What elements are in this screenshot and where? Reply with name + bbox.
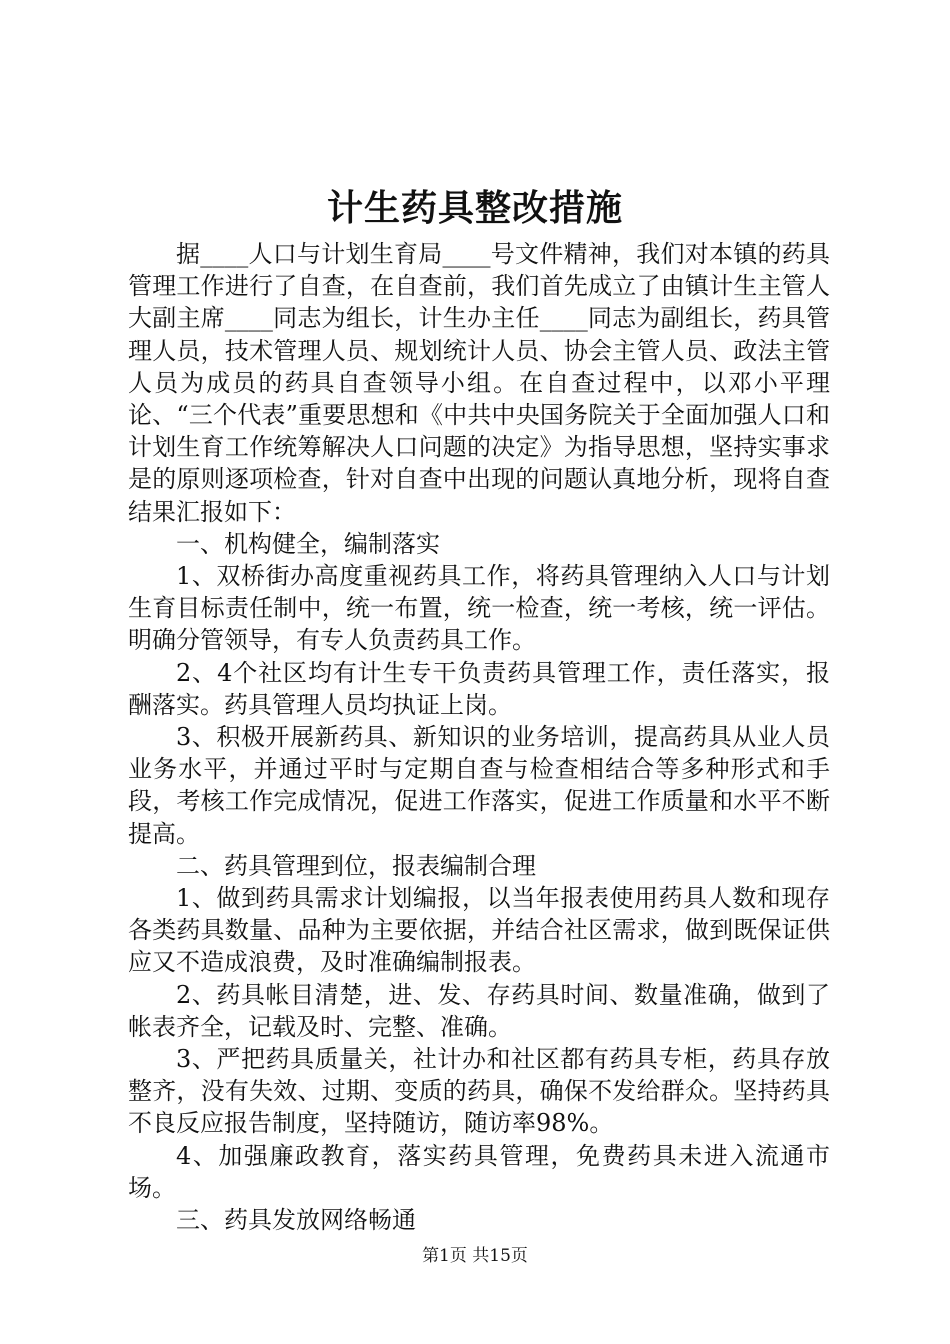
- section-heading-3: 三、药具发放网络畅通: [176, 1206, 416, 1235]
- paragraph: 1、双桥街办高度重视药具工作，将药具管理纳入人口与计划生育目标责任制中，统一布置，统一检查，统一考核，统一评估。明确分管领导，有专人负责药具工作。: [128, 562, 830, 655]
- paragraph: 3、严把药具质量关，社计办和社区都有药具专柜，药具存放整齐，没有失效、过期、变质的药具，确保不发给群众。坚持药具不良反应报告制度，坚持随访，随访率98%。: [128, 1045, 830, 1138]
- paragraph: 1、做到药具需求计划编报，以当年报表使用药具人数和现存各类药具数量、品种为主要依据，并结合社区需求，做到既保证供应又不造成浪费，及时准确编制报表。: [128, 884, 830, 977]
- intro-paragraph: 据____人口与计划生育局____号文件精神，我们对本镇的药具管理工作进行了自查，在自查前，我们首先成立了由镇计生主管人大副主席____同志为组长，计生办主任____同志为副组长，药具管理人员，技术管理人员、规划统计人员、协会主管人员、政法主管人员为成员的药具自查领导小组。在自查过程中，以邓小平理论、“三个代表”重要思想和《中共中央国务院关于全面加强人口和计划生育工作统筹解决人口问题的决定》为指导思想，坚持实事求是的原则逐项检查，针对自查中出现的问题认真地分析，现将自查结果汇报如下：: [128, 240, 830, 526]
- section-heading-1: 一、机构健全，编制落实: [176, 529, 440, 558]
- section-heading-2: 二、药具管理到位，报表编制合理: [176, 851, 536, 880]
- paragraph: 2、药具帐目清楚，进、发、存药具时间、数量准确，做到了帐表齐全，记载及时、完整、准确。: [128, 980, 830, 1041]
- document-title: 计生药具整改措施: [326, 187, 623, 229]
- paragraph: 3、积极开展新药具、新知识的业务培训，提高药具从业人员业务水平，并通过平时与定期自查与检查相结合等多种形式和手段，考核工作完成情况，促进工作落实，促进工作质量和水平不断提高。: [128, 723, 830, 848]
- document-body: [128, 238, 830, 1236]
- page-footer: 第1页 共15页: [422, 1246, 528, 1266]
- paragraph: 4、加强廉政教育，落实药具管理，免费药具未进入流通市场。: [128, 1141, 830, 1202]
- paragraph: 2、4个社区均有计生专干负责药具管理工作，责任落实，报酬落实。药具管理人员均执证上岗。: [128, 658, 830, 719]
